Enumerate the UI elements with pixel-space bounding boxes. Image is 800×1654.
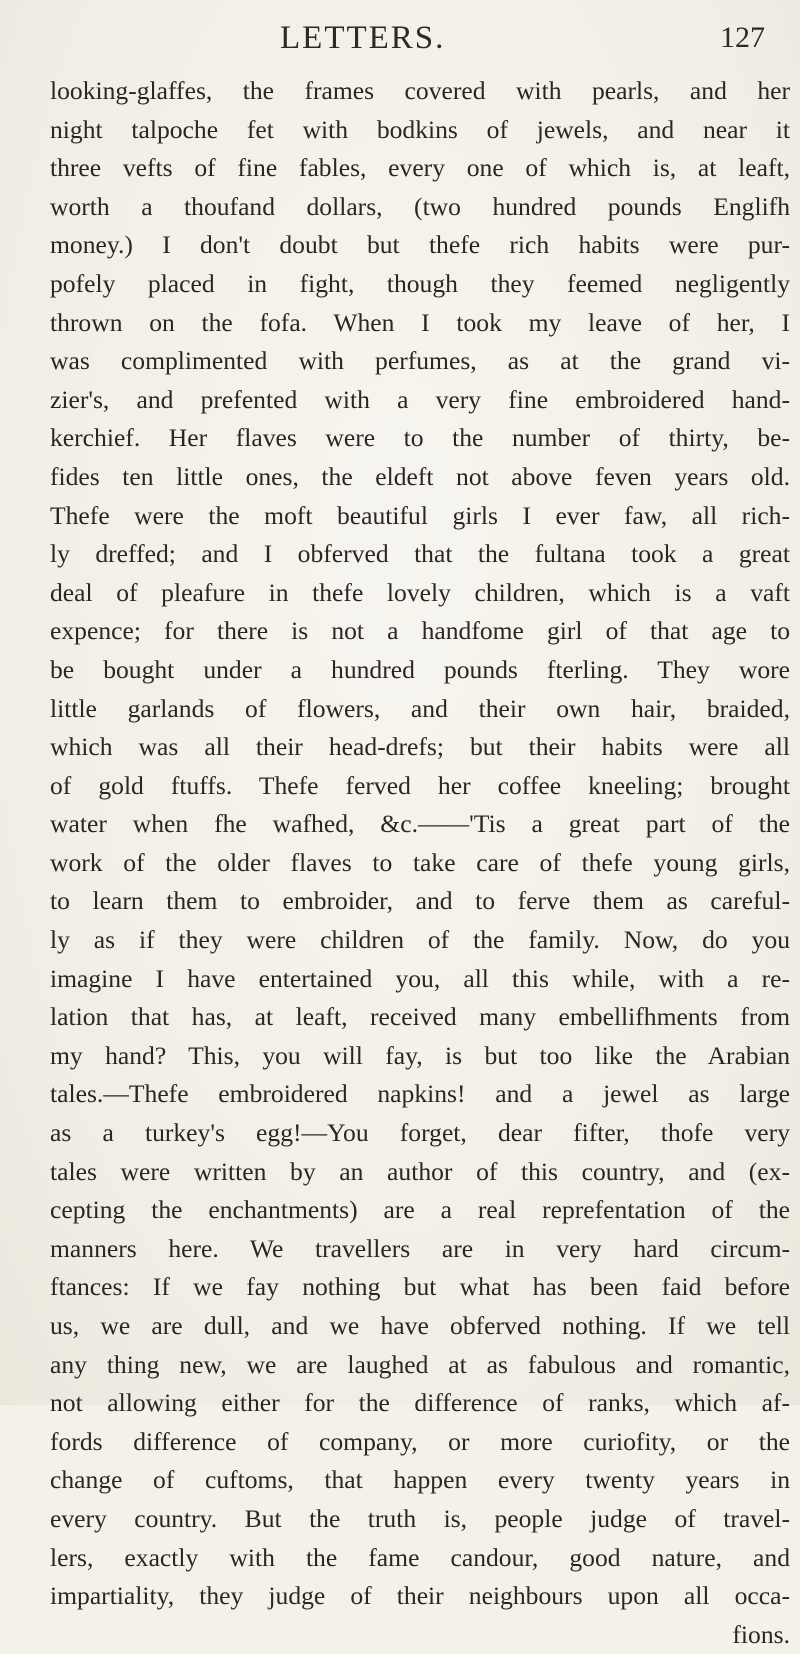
text-line: cepting the enchantments) are a real reprefentation of the bbox=[50, 1195, 790, 1225]
text-line: as a turkey's egg!—You forget, dear fifter, thofe very bbox=[50, 1118, 790, 1148]
text-line: every country. But the truth is, people judge of travel- bbox=[50, 1503, 790, 1533]
text-line: imagine I have entertained you, all this while, with a re- bbox=[50, 963, 790, 993]
text-line: ftances: If we fay nothing but what has been faid before bbox=[50, 1272, 790, 1302]
text-line: change of cuftoms, that happen every twenty years in bbox=[50, 1465, 790, 1495]
text-line: us, we are dull, and we have obferved nothing. If we tell bbox=[50, 1311, 790, 1340]
text-line: tales were written by an author of this country, and (ex- bbox=[50, 1156, 790, 1186]
running-head bbox=[0, 16, 800, 60]
text-line: three vefts of fine fables, every one of which is, at leaft, bbox=[50, 153, 790, 183]
text-line: expence; for there is not a handfome girl of that age to bbox=[50, 616, 790, 646]
text-line: fords difference of company, or more curiofity, or the bbox=[50, 1426, 790, 1456]
page-number: 127 bbox=[720, 21, 765, 54]
text-line: zier's, and prefented with a very fine embroidered hand- bbox=[50, 384, 790, 414]
text-line: lers, exactly with the fame candour, good nature, and bbox=[50, 1542, 790, 1572]
text-line: pofely placed in fight, though they feemed negligently bbox=[50, 268, 790, 298]
text-line: tales.—Thefe embroidered napkins! and a jewel as large bbox=[50, 1079, 790, 1109]
text-line: deal of pleafure in thefe lovely children, which is a vaft bbox=[50, 577, 790, 607]
text-line: manners here. We travellers are in very hard circum- bbox=[50, 1233, 790, 1263]
text-line: ly as if they were children of the family. Now, do you bbox=[50, 925, 790, 955]
text-line: to learn them to embroider, and to ferve them as careful- bbox=[50, 886, 790, 916]
text-line: night talpoche fet with bodkins of jewels, and near it bbox=[50, 114, 790, 144]
text-line: Thefe were the moft beautiful girls I ever faw, all rich- bbox=[50, 500, 790, 530]
text-line: not allowing either for the difference of ranks, which af- bbox=[50, 1388, 790, 1418]
text-line: money.) I don't doubt but thefe rich habits were pur- bbox=[50, 230, 790, 260]
text-line: impartiality, they judge of their neighbours upon all occa- bbox=[50, 1581, 790, 1611]
text-line: lation that has, at leaft, received many embellifhments from bbox=[50, 1002, 790, 1032]
text-line: fions. bbox=[732, 1619, 790, 1649]
text-line: which was all their head-drefs; but their habits were all bbox=[50, 732, 790, 762]
text-line: was complimented with perfumes, as at the grand vi- bbox=[50, 346, 790, 376]
text-line: water when fhe wafhed, &c.——'Tis a great part of the bbox=[50, 809, 790, 839]
body-text bbox=[50, 72, 790, 1654]
text-line: of gold ftuffs. Thefe ferved her coffee kneeling; brought bbox=[50, 770, 790, 800]
text-line: fides ten little ones, the eldeft not above feven years old. bbox=[50, 461, 790, 491]
text-line: ly dreffed; and I obferved that the fultana took a great bbox=[50, 539, 790, 569]
text-line: be bought under a hundred pounds fterling. They wore bbox=[50, 654, 790, 684]
running-title: LETTERS. bbox=[280, 20, 446, 56]
text-line: looking-glaffes, the frames covered with pearls, and her bbox=[50, 76, 790, 105]
text-line: any thing new, we are laughed at as fabulous and romantic, bbox=[50, 1349, 790, 1379]
text-line: thrown on the fofa. When I took my leave of her, I bbox=[50, 307, 790, 337]
text-line: my hand? This, you will fay, is but too like the Arabian bbox=[50, 1040, 790, 1070]
text-line: worth a thoufand dollars, (two hundred pounds Englifh bbox=[50, 191, 790, 221]
text-line: little garlands of flowers, and their own hair, braided, bbox=[50, 693, 790, 723]
text-line: work of the older flaves to take care of thefe young girls, bbox=[50, 847, 790, 877]
text-line: kerchief. Her flaves were to the number of thirty, be- bbox=[50, 423, 790, 453]
